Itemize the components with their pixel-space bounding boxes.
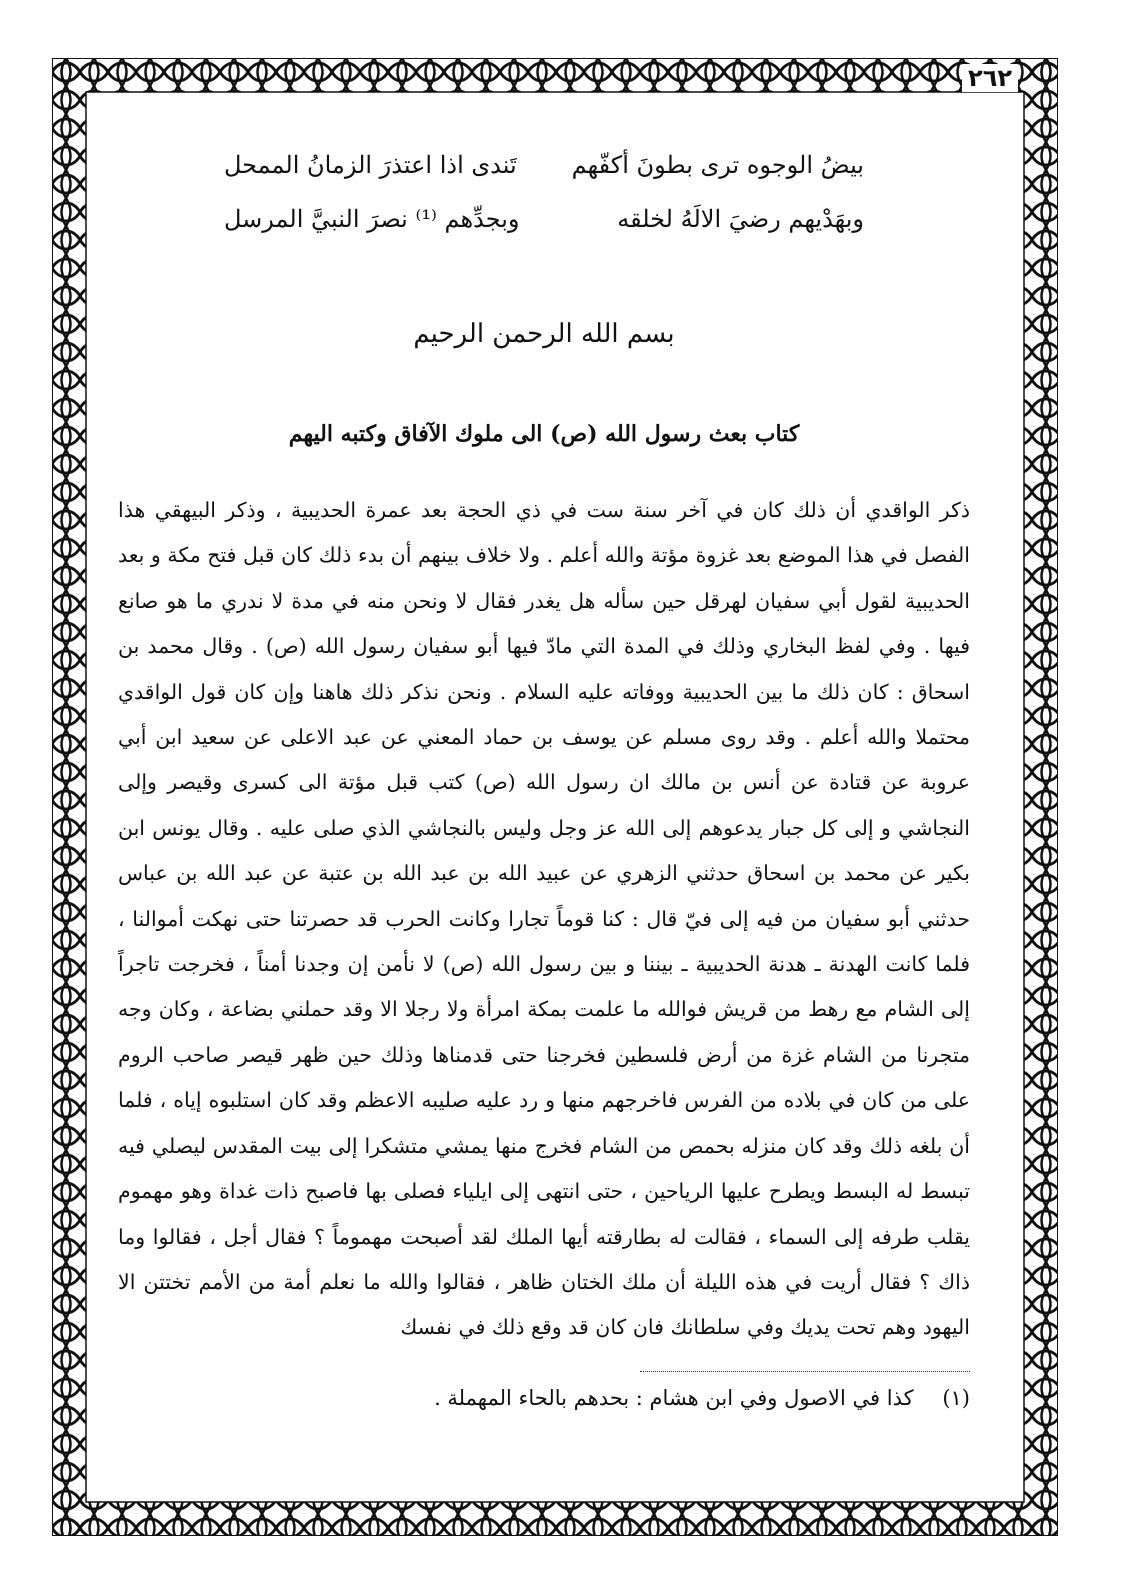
poem-hemistich: وبجدِّهم ⁽¹⁾ نصرَ النبيَّ المرسل [224,205,520,233]
poem-hemistich: بيضُ الوجوه ترى بطونَ أكفّهم [571,151,864,179]
chapter-title: كتاب بعث رسول الله (ص) الى ملوك الآفاق وكتبه اليهم [288,421,800,447]
footnote-divider [640,1371,970,1372]
poem-line [224,138,864,192]
poem-line [224,192,864,246]
footnote [118,1378,970,1418]
body-paragraph: ذكر الواقدي أن ذلك كان في آخر سنة ست في ذي الحجة بعد عمرة الحديبية ، وذكر البيهقي هذا الفصل في هذا الموضع بعد غزوة مؤتة والله أعلم . ولا خلاف بينهم أن بدء ذلك كان قبل فتح مكة و بعد الحديبية لقول أبي سفيان لهرقل حين سأله هل يغدر فقال لا ونحن منه في مدة لا ندري ما هو صانع فيها . وفي لفظ البخاري وذلك في المدة التي مادّ فيها أبو سفيان رسول الله (ص) . وقال محمد بن اسحاق : كان ذلك ما بين الحديبية ووفاته عليه السلام . ونحن نذكر ذلك هاهنا وإن كان قول الواقدي محتملا والله أعلم . وقد روى مسلم عن يوسف بن حماد المعني عن عبد الاعلى عن سعيد ابن أبي عروبة عن قتادة عن أنس بن مالك ان رسول الله (ص) كتب قبل مؤتة الى كسرى وقيصر وإلى النجاشي و إلى كل جبار يدعوهم إلى الله عز وجل وليس بالنجاشي الذي صلى عليه . وقال يونس ابن بكير عن محمد بن اسحاق حدثني الزهري عن عبيد الله بن عبد الله بن عتبة عن عبد الله بن عباس حدثني أبو سفيان من فيه إلى فيّ قال : كنا قوماً تجارا وكانت الحرب قد حصرتنا حتى نهكت أموالنا ، فلما كانت الهدنة ـ هدنة الحديبية ـ بيننا و بين رسول الله (ص) لا نأمن إن وجدنا أمناً ، فخرجت تاجراً إلى الشام مع رهط من قريش فوالله ما علمت بمكة امرأة ولا رجلا الا وقد حملني بضاعة ، وكان وجه متجرنا من الشام غزة من أرض فلسطين فخرجنا حتى قدمناها وذلك حين ظهر قيصر صاحب الروم على من كان في بلاده من الفرس فاخرجهم منها و رد عليه صليبه الاعظم وقد كان استلبوه إياه ، فلما أن بلغه ذلك وقد كان منزله بحمص من الشام فخرج منها يمشي متشكرا إلى بيت المقدس ليصلي فيه تبسط له البسط ويطرح عليها الرياحين ، حتى انتهى إلى ايلياء فصلى بها فاصبح ذات غداة وهو مهموم يقلب طرفه إلى السماء ، فقالت له بطارقته أيها الملك لقد أصبحت مهموماً ؟ فقال أجل ، فقالوا وما ذاك ؟ فقال أريت في هذه الليلة أن ملك الختان ظاهر ، فقالوا والله ما نعلم أمة من الأمم تختتن الا اليهود وهم تحت يديك وفي سلطانك فان كان قد وقع ذلك في نفسك [118,498,970,1340]
footnote-text: كذا في الاصول وفي ابن هشام : بحدهم بالحاء المهملة . [434,1386,914,1411]
poem [224,138,864,246]
poem-hemistich: تَندى اذا اعتذرَ الزمانُ الممحل [224,151,517,179]
footnote-number: (١) [942,1386,970,1411]
page-content [118,138,970,1418]
basmala: بسم الله الرحمن الرحيم [413,319,675,349]
poem-hemistich: وبهَدْيهم رضيَ الالَهُ لخلقه [617,205,864,233]
page-number: ٢٦٢ [962,64,1018,92]
